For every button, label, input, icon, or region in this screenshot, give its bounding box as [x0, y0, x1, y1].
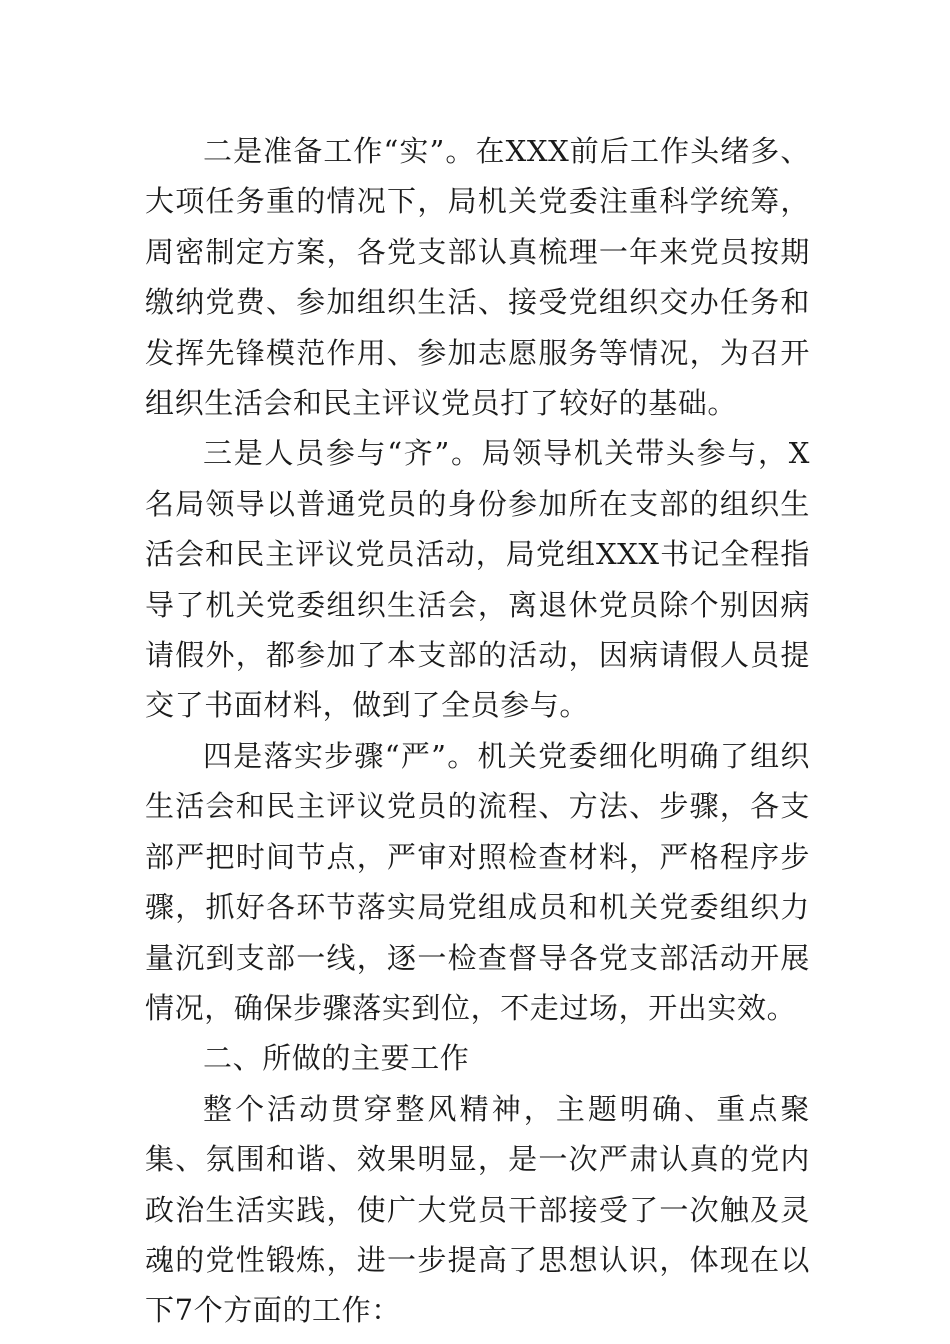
paragraph-implementation-steps: 四是落实步骤“严”。机关党委细化明确了组织生活会和民主评议党员的流程、方法、步骤，各支部严把时间节点，严审对照检查材料，严格程序步骤，抓好各环节落实局党组成员和机关党委组织力量沉到支部一线，逐一检查督导各党支部活动开展情况，确保步骤落实到位，不走过场，开出实效。: [145, 738, 810, 1025]
paragraph-participation: 三是人员参与“齐”。局领导机关带头参与，X名局领导以普通党员的身份参加所在支部的组织生活会和民主评议党员活动，局党组XXX书记全程指导了机关党委组织生活会，离退休党员除个别因病请假外，都参加了本支部的活动，因病请假人员提交了书面材料，做到了全员参与。: [145, 436, 810, 723]
paragraph-overall-activity: 整个活动贯穿整风精神，主题明确、重点聚集、氛围和谐、效果明显，是一次严肃认真的党内政治生活实践，使广大党员干部接受了一次触及灵魂的党性锻炼，进一步提高了思想认识，体现在以下7个方面的工作：: [145, 1091, 810, 1328]
section-heading-main-work: 二、所做的主要工作: [203, 1041, 470, 1076]
paragraph-preparation-work: 二是准备工作“实”。在XXX前后工作头绪多、大项任务重的情况下，局机关党委注重科学统筹，周密制定方案，各党支部认真梳理一年来党员按期缴纳党费、参加组织生活、接受党组织交办任务和发挥先锋模范作用、参加志愿服务等情况，为召开组织生活会和民主评议党员打了较好的基础。: [145, 134, 810, 421]
document-body: [145, 126, 810, 1336]
